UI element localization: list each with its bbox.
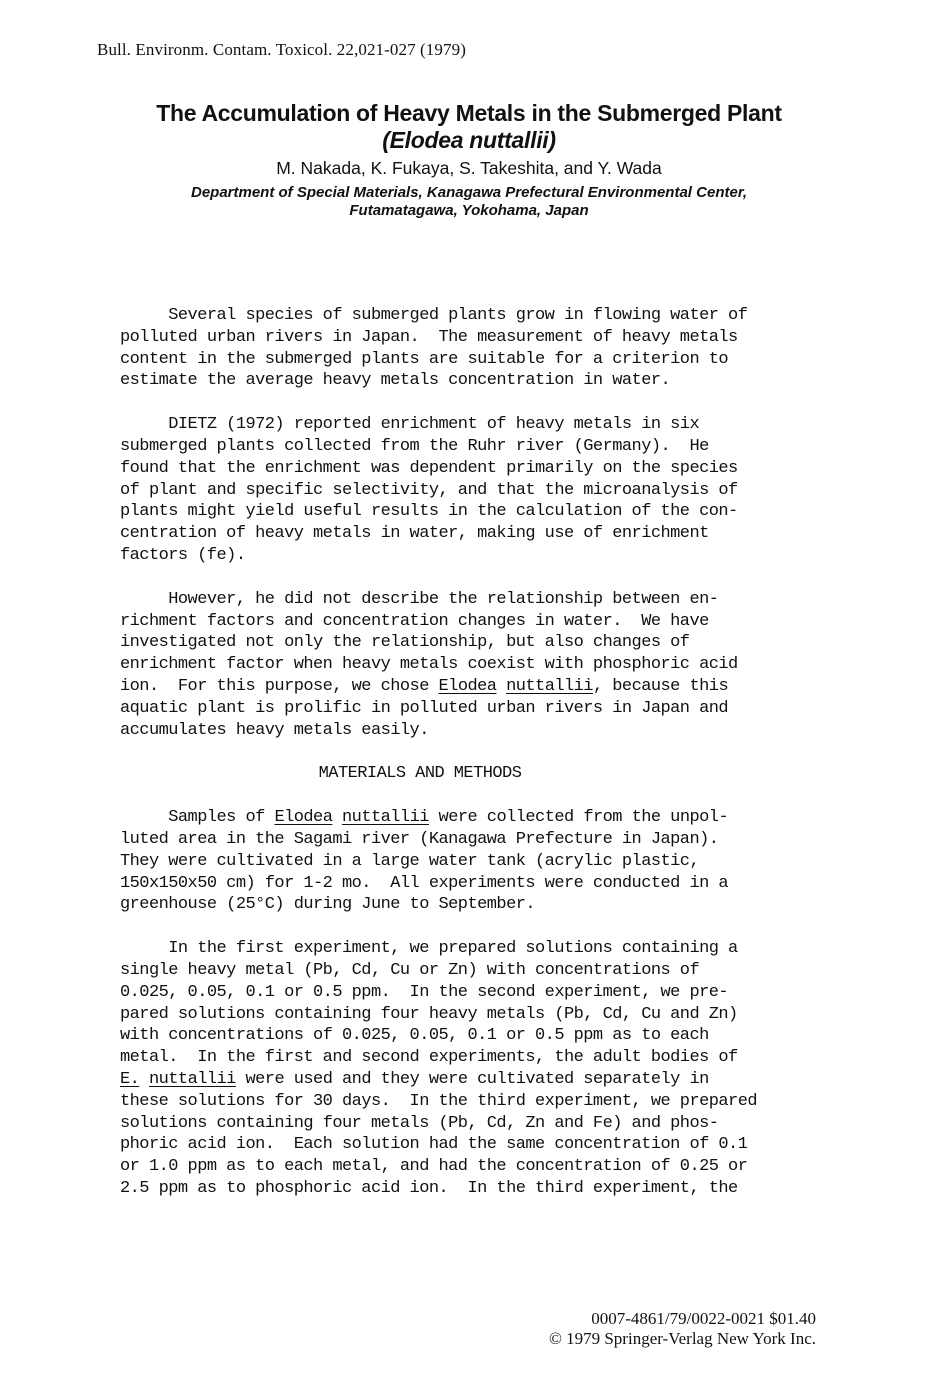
text-line: single heavy metal (Pb, Cd, Cu or Zn) with concentrations of <box>120 960 700 980</box>
text-line: 150x150x50 cm) for 1-2 mo. All experiments were conducted in a <box>120 873 729 893</box>
text-segment: were used and they were cultivated separately in <box>235 1069 709 1089</box>
text-line: factors (fe). <box>120 545 246 565</box>
page-footer <box>549 1309 816 1349</box>
paragraph-however <box>120 589 840 742</box>
text-segment <box>496 677 506 696</box>
text-line: pared solutions containing four heavy metals (Pb, Cd, Cu and Zn) <box>120 1004 738 1024</box>
copyright-notice: © 1979 Springer-Verlag New York Inc. <box>548 1329 816 1348</box>
text-line: phoric acid ion. Each solution had the same concentration of 0.1 <box>120 1135 748 1155</box>
species-epithet: nuttallii <box>148 1069 236 1089</box>
text-line: these solutions for 30 days. In the third experiment, we prepared <box>120 1091 758 1111</box>
text-line: of plant and specific selectivity, and that the microanalysis of <box>120 480 738 500</box>
title-line-1: The Accumulation of Heavy Metals in the Submerged Plant <box>156 100 782 126</box>
text-line: submerged plants collected from the Ruhr river (Germany). He <box>120 436 709 456</box>
text-line: aquatic plant is prolific in polluted urban rivers in Japan and <box>120 698 729 718</box>
text-line: metal. In the first and second experiments, the adult bodies of <box>120 1048 738 1068</box>
text-line: plants might yield useful results in the calculation of the con- <box>120 502 738 522</box>
text-line: They were cultivated in a large water tank (acrylic plastic, <box>120 851 700 871</box>
journal-reference: Bull. Environm. Contam. Toxicol. 22,021-027 (1979) <box>97 40 466 59</box>
affiliation <box>0 184 938 220</box>
text-segment: ion. For this purpose, we chose <box>120 676 439 696</box>
affiliation-line-2: Futamatagawa, Yokohama, Japan <box>349 202 589 219</box>
text-segment: Samples of <box>120 808 275 828</box>
text-line: centration of heavy metals in water, making use of enrichment <box>120 524 709 544</box>
text-line: polluted urban rivers in Japan. The measurement of heavy metals <box>120 327 738 347</box>
issn-code: 0007-4861/79/0022-0021 $01.40 <box>591 1309 816 1328</box>
text-line: accumulates heavy metals easily. <box>120 720 429 740</box>
species-epithet: nuttallii <box>342 808 429 828</box>
text-line: investigated not only the relationship, but also changes of <box>120 633 690 653</box>
text-line: with concentrations of 0.025, 0.05, 0.1 or 0.5 ppm as to each <box>120 1026 709 1046</box>
text-segment <box>332 808 342 827</box>
species-epithet: nuttallii <box>506 676 593 696</box>
text-line: In the first experiment, we prepared solutions containing a <box>120 939 738 959</box>
text-line <box>120 676 840 698</box>
text-line: However, he did not describe the relationship between en- <box>120 589 719 609</box>
text-segment <box>139 1070 149 1089</box>
affiliation-line-1: Department of Special Materials, Kanagawa Prefectural Environmental Center, <box>190 184 747 201</box>
text-segment: were collected from the unpol- <box>428 808 729 828</box>
text-line: Several species of submerged plants grow in flowing water of <box>120 306 748 325</box>
text-line: DIETZ (1972) reported enrichment of heavy metals in six <box>120 415 700 435</box>
text-line: content in the submerged plants are suitable for a criterion to <box>120 349 729 369</box>
text-line <box>120 807 840 829</box>
species-genus: Elodea <box>438 676 497 696</box>
text-line <box>120 1069 840 1091</box>
text-line: solutions containing four metals (Pb, Cd, Zn and Fe) and phos- <box>120 1113 719 1133</box>
text-line: luted area in the Sagami river (Kanagawa Prefecture in Japan). <box>120 829 719 849</box>
paragraph-experiments <box>120 938 840 1200</box>
author-list: M. Nakada, K. Fukaya, S. Takeshita, and Y. Wada <box>276 158 662 178</box>
paragraph-samples <box>120 807 840 916</box>
text-line: estimate the average heavy metals concentration in water. <box>120 371 671 391</box>
article-body <box>120 305 840 1222</box>
text-segment: , because this <box>592 676 729 696</box>
text-line: 2.5 ppm as to phosphoric acid ion. In the third experiment, the <box>120 1178 738 1198</box>
species-genus: E. <box>120 1069 140 1089</box>
paragraph-intro <box>120 305 840 392</box>
species-genus: Elodea <box>274 808 333 828</box>
text-line: richment factors and concentration changes in water. We have <box>120 611 709 631</box>
paragraph-dietz <box>120 414 840 567</box>
section-heading-methods: MATERIALS AND METHODS <box>318 764 522 784</box>
text-line: 0.025, 0.05, 0.1 or 0.5 ppm. In the second experiment, we pre- <box>120 982 729 1002</box>
text-line: found that the enrichment was dependent primarily on the species <box>120 458 738 478</box>
text-line: enrichment factor when heavy metals coexist with phosphoric acid <box>120 655 738 675</box>
article-title <box>0 100 938 154</box>
title-line-2: (Elodea nuttallii) <box>382 127 556 153</box>
text-line: greenhouse (25°C) during June to September. <box>120 895 536 915</box>
text-line: or 1.0 ppm as to each metal, and had the concentration of 0.25 or <box>120 1157 748 1177</box>
